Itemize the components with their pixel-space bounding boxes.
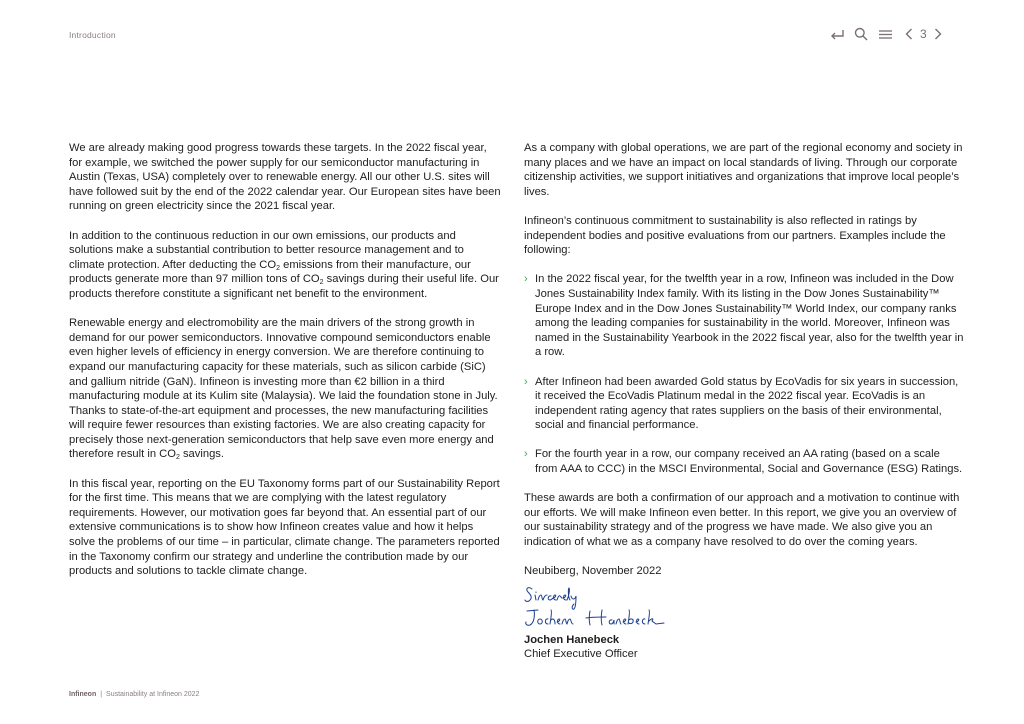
chevron-bullet-icon: ›: [524, 375, 528, 388]
list-item-text: After Infineon had been awarded Gold status by EcoVadis for six years in succession, it received the EcoVadis Platinum medal in the 2022 fiscal year. EcoVadis is an independent rating agency that rates suppliers on the basis of their environmental, social and financial performance.: [535, 375, 959, 432]
chevron-right-icon[interactable]: [933, 28, 943, 40]
return-arrow-icon[interactable]: [828, 28, 846, 40]
chevron-bullet-icon: ›: [524, 273, 528, 286]
hamburger-menu-icon[interactable]: [876, 29, 894, 40]
chevron-left-icon[interactable]: [904, 28, 914, 40]
text-segment: In addition to the continuous reduction in our own emissions, our products and solutions make a substantial contribution to better resource management and to climate protection. After deducting the CO: [69, 229, 464, 271]
text-segment: savings during their useful life. Our products therefore constitute a significant net benefit to the environment.: [69, 273, 499, 300]
page-number: 3: [920, 27, 927, 41]
footer-separator: |: [100, 691, 103, 698]
paragraph-closing: These awards are both a confirmation of our approach and a motivation to continue with our efforts. We will make Infineon even better. In this report, we give you an overview of our sustainability strategy and of the progress we have made. We also give you an indication of what we as a company have resolved to do over the coming years.: [524, 492, 960, 549]
list-item-text: In the 2022 fiscal year, for the twelfth year in a row, Infineon was included in the Dow Jones Sustainability Index family. With its listing in the Dow Jones Sustainability™ Europe Index and in the Dow Jones Sustainability™ World Index, our company ranks among the leading companies for sustainability in the world. Moreover, Infineon was named in the Sustainability Yearbook in the 2022 fiscal year, also for the twelfth year in a row.: [535, 273, 964, 359]
list-item: [524, 447, 964, 476]
right-column: [524, 141, 964, 662]
text-segment: emissions from their manufacture, our products generate more than 97 million tons of CO: [69, 258, 471, 286]
footer-report-title: Sustainability at Infineon 2022: [106, 691, 200, 698]
paragraph-ratings-intro: Infineon’s continuous commitment to sustainability is also reflected in ratings by independent bodies and positive evaluations from our partners. Examples include the following:: [524, 214, 946, 257]
footer: [69, 691, 199, 698]
paragraph-renewable-energy: [69, 316, 501, 462]
chevron-bullet-icon: ›: [524, 448, 528, 461]
signature-image: [524, 583, 964, 633]
paragraph-progress: We are already making good progress towards these targets. In the 2022 fiscal year, for example, we switched the power supply for our semiconductor manufacturing in Austin (Texas, USA) completely over to renewable energy. All our other U.S. sites will have followed suit by the end of the 2022 calendar year. Our European sites have been running on green electricity since the 2021 fiscal year.: [69, 142, 501, 213]
place-date: Neubiberg, November 2022: [524, 565, 662, 578]
text-segment: savings.: [179, 448, 225, 461]
list-item-text: For the fourth year in a row, our company received an AA rating (based on a scale from AAA to CCC) in the MSCI Environmental, Social and Governance (ESG) Ratings.: [535, 448, 963, 476]
paragraph-eu-taxonomy: In this fiscal year, reporting on the EU Taxonomy forms part of our Sustainability Report for the first time. This means that we are complying with the latest regulatory requirements. However, our motivation goes far beyond that. An essential part of our extensive communications is to show how Infineon creates value and how it helps solve the problems of our time – in particular, climate change. The parameters reported in the Taxonomy confirm our strategy and underline the contribution made by our products and solutions to tackle climate change.: [69, 477, 500, 578]
left-column: [69, 141, 501, 593]
page-navigation: [828, 25, 943, 43]
signer-name: Jochen Hanebeck: [524, 633, 620, 646]
list-item: [524, 272, 964, 360]
search-icon[interactable]: [852, 27, 870, 41]
signer-title: Chief Executive Officer: [524, 648, 638, 661]
paragraph-emissions: [69, 229, 501, 302]
text-segment: Renewable energy and electromobility are the main drivers of the strong growth in demand for our power semiconductors. Innovative compound semiconductors enable even higher levels of efficiency in energy conversion. We are therefore continuing to expand our manufacturing capacity for these materials, such as silicon carbide (SiC) and gallium nitride (GaN). Infineon is investing more than €2 billion in a third manufacturing module at its Kulim site (Malaysia). We laid the foundation stone in July. Thanks to state-of-the-art equipment and processes, the new manufacturing facilities will require fewer resources than existing factories. We are also creating capacity for precisely those next-generation semiconductors that help save even more energy and therefore result in CO: [69, 317, 498, 461]
subscript: 2: [319, 279, 324, 287]
footer-brand: Infineon: [69, 691, 97, 698]
section-title: Introduction: [69, 30, 116, 40]
subscript: 2: [276, 264, 280, 272]
ratings-list: [524, 272, 964, 476]
list-item: [524, 375, 964, 433]
subscript: 2: [175, 454, 180, 462]
paragraph-global-operations: As a company with global operations, we are part of the regional economy and society in many places and we have an impact on local standards of living. Through our corporate citizenship activities, we support initiatives and organizations that improve local people’s lives.: [524, 142, 963, 198]
